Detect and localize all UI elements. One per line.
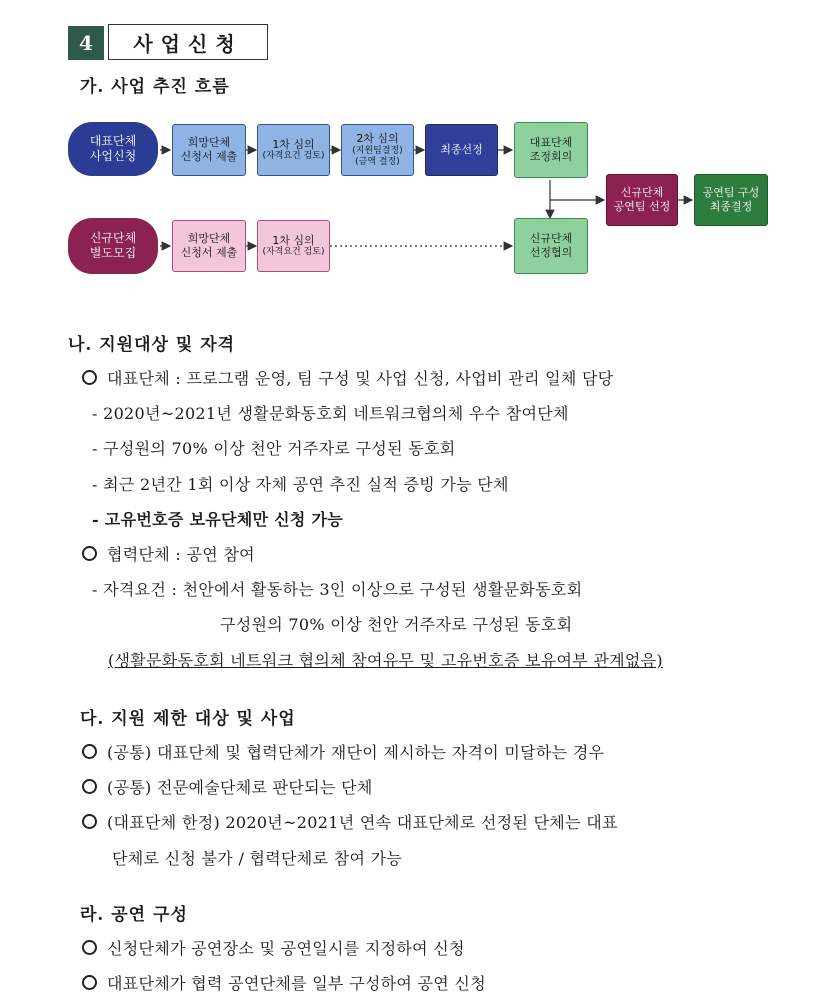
- new-first-review-label: 1차 심의: [272, 233, 315, 247]
- rep-second-review-label: 2차 심의: [356, 131, 399, 145]
- restriction-item-continued: 단체로 신청 불가 / 협력단체로 참여 가능: [112, 849, 403, 868]
- eligibility-item-text: 협력단체 : 공연 참여: [107, 545, 255, 564]
- restriction-item-text: (공통) 대표단체 및 협력단체가 재단이 제시하는 자격이 미달하는 경우: [107, 743, 605, 762]
- rep-start-oval: 대표단체 사업신청: [68, 122, 158, 176]
- eligibility-note: (생활문화동호회 네트워크 협의체 참여유무 및 고유번호증 보유여부 관계없음): [108, 651, 663, 670]
- circle-bullet-icon: [82, 975, 97, 990]
- eligibility-item-text: 대표단체 : 프로그램 운영, 팀 구성 및 사업 신청, 사업비 관리 일체 담당: [107, 369, 614, 388]
- circle-bullet-icon: [82, 546, 97, 561]
- final-step-new-team: 신규단체 공연팀 선정: [606, 174, 678, 226]
- restriction-item: [82, 740, 604, 763]
- rep-step-coordination: 대표단체 조정회의: [514, 122, 588, 178]
- circle-bullet-icon: [82, 940, 97, 955]
- rep-step-second-review: [341, 124, 414, 176]
- restriction-item: [82, 775, 373, 798]
- section-title: 사업신청: [108, 24, 268, 60]
- eligibility-item: - 자격요건 : 천안에서 활동하는 3인 이상으로 구성된 생활문화동호회: [92, 580, 583, 599]
- eligibility-item-rep: [82, 366, 614, 389]
- rep-step-final-selection: 최종선정: [425, 124, 498, 176]
- eligibility-heading: 나. 지원대상 및 자격: [68, 335, 236, 355]
- eligibility-item: - 2020년~2021년 생활문화동호회 네트워크협의체 우수 참여단체: [92, 404, 569, 423]
- flow-diagram: [0, 110, 835, 285]
- eligibility-item-emphasis: - 고유번호증 보유단체만 신청 가능: [92, 510, 344, 529]
- rep-step-application: 희망단체 신청서 제출: [172, 124, 246, 176]
- new-start-oval: 신규단체 별도모집: [68, 218, 158, 274]
- rep-second-review-note-2: (금액 결정): [355, 156, 400, 167]
- rep-first-review-label: 1차 심의: [272, 137, 315, 151]
- restriction-item-text: (대표단체 한정) 2020년~2021년 연속 대표단체로 선정된 단체는 대표: [107, 813, 618, 832]
- circle-bullet-icon: [82, 814, 97, 829]
- eligibility-item-partner: [82, 542, 255, 565]
- section-number: 4: [68, 26, 104, 60]
- circle-bullet-icon: [82, 779, 97, 794]
- new-step-application: 희망단체 신청서 제출: [172, 220, 246, 272]
- eligibility-item: - 최근 2년간 1회 이상 자체 공연 추진 실적 증빙 가능 단체: [92, 475, 509, 494]
- performance-item-text: 대표단체가 협력 공연단체를 일부 구성하여 공연 신청: [107, 974, 486, 993]
- restriction-item: [82, 810, 618, 833]
- rep-step-first-review: [257, 124, 330, 176]
- circle-bullet-icon: [82, 370, 97, 385]
- restrictions-heading: 다. 지원 제한 대상 및 사업: [80, 709, 296, 729]
- rep-second-review-note-1: (지원팀결정): [352, 145, 403, 156]
- new-step-first-review: [257, 220, 330, 272]
- performance-item: [82, 971, 486, 994]
- performance-heading: 라. 공연 구성: [80, 905, 188, 925]
- flow-heading: 가. 사업 추진 흐름: [80, 77, 230, 97]
- rep-first-review-note: (자격요건 검토): [262, 151, 325, 162]
- new-first-review-note: (자격요건 검토): [262, 247, 325, 258]
- final-step-decision: 공연팀 구성 최종결정: [694, 174, 768, 226]
- performance-item: [82, 936, 465, 959]
- eligibility-item: 구성원의 70% 이상 천안 거주자로 구성된 동호회: [220, 615, 573, 634]
- performance-item-text: 신청단체가 공연장소 및 공연일시를 지정하여 신청: [107, 939, 465, 958]
- eligibility-item: - 구성원의 70% 이상 천안 거주자로 구성된 동호회: [92, 439, 456, 458]
- new-step-selection-consultation: 신규단체 선정협의: [514, 218, 588, 274]
- restriction-item-text: (공통) 전문예술단체로 판단되는 단체: [107, 778, 373, 797]
- circle-bullet-icon: [82, 744, 97, 759]
